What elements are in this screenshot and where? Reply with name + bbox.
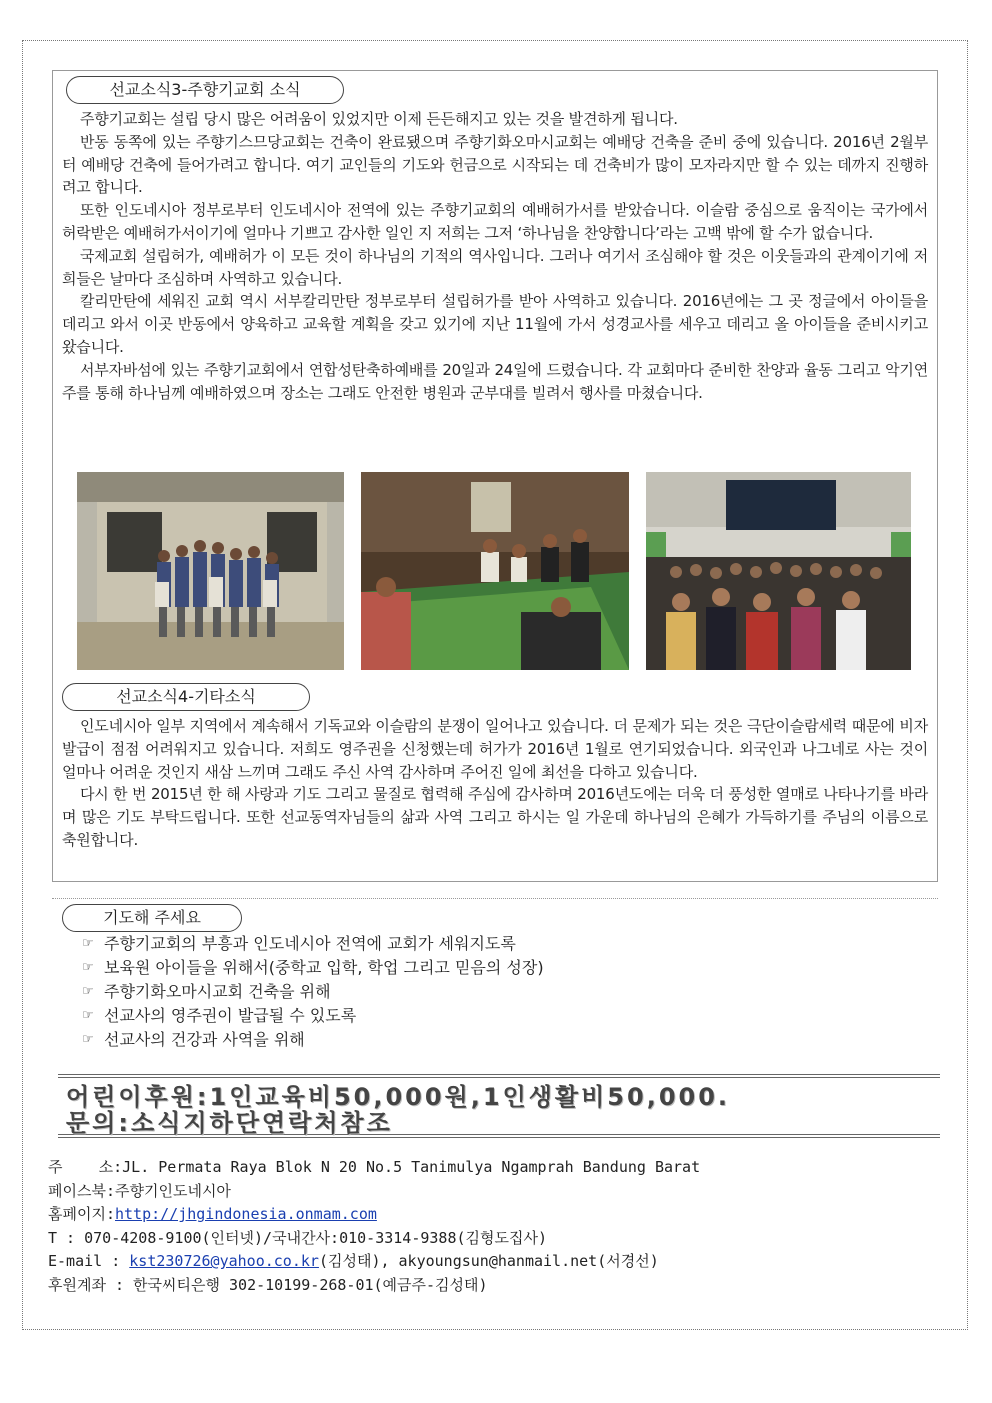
section3-paragraph: 반동 동쪽에 있는 주향기스므당교회는 건축이 완료됐으며 주향기화오마시교회는 예배당 건축을 준비 중에 있습니다. 2016년 2월부터 예배당 건축에 들어가려고 합니다. 여기 교인들의 기도와 헌금으로 시작되는 데 건축비가 많이 모자라지만 할 수 있는 데까지 진행하려고 합니다. (62, 132, 928, 197)
address-row (48, 1156, 700, 1180)
prayer-item-text: 선교사의 영주권이 발급될 수 있도록 (104, 1006, 357, 1025)
section3-paragraph: 칼리만탄에 세워진 교회 역시 서부칼리만탄 정부로부터 설립허가를 받아 사역하고 있습니다. 2016년에는 그 곳 정글에서 아이들을 데리고 와서 이곳 반동에서 양육하고 교육할 계획을 갖고 있기에 지난 11월에 가서 성경교사를 세우고 데리고 올 아이들을 준비시키고 왔습니다. (62, 292, 928, 356)
section3-paragraph: 또한 인도네시아 정부로부터 인도네시아 전역에 있는 주향기교회의 예배허가서를 받았습니다. 이슬람 중심으로 움직이는 국가에서 허락받은 예배허가서이기에 얼마나 기쁘고 감사한 일인 지 저희는 그저 ‘하나님을 찬양합니다’라는 고백 밖에 할 수가 없습니다. (62, 201, 928, 242)
pointing-hand-icon: ☞ (82, 936, 94, 951)
account-row: 후원계좌 : 한국씨티은행 302-10199-268-01(예금주-김성태) (48, 1275, 488, 1294)
photo-children (77, 472, 344, 670)
address-label: 주 소: (48, 1158, 123, 1176)
photo-christmas-service (646, 472, 911, 670)
pointing-hand-icon: ☞ (82, 960, 94, 975)
pointing-hand-icon: ☞ (82, 1008, 94, 1023)
contact-info (48, 1156, 700, 1297)
prayer-item-text: 주향기교회의 부흥과 인도네시아 전역에 교회가 세워지도록 (104, 934, 516, 953)
email-label: E-mail : (48, 1252, 130, 1270)
sponsorship-banner (58, 1074, 940, 1138)
section3-paragraph: 주향기교회는 설립 당시 많은 어려움이 있었지만 이제 든든해지고 있는 것을 발견하게 됩니다. (80, 110, 678, 128)
homepage-link[interactable]: http://jhgindonesia.onmam.com (115, 1205, 377, 1223)
facebook-row (48, 1180, 700, 1204)
section4-title: 선교소식4-기타소식 (62, 683, 310, 711)
section3-body (62, 108, 928, 404)
pointing-hand-icon: ☞ (82, 984, 94, 999)
section4-paragraph: 인도네시아 일부 지역에서 계속해서 기독교와 이슬람의 분쟁이 일어나고 있습니다. 더 문제가 되는 것은 극단이슬람세력 때문에 비자발급이 점점 어려워지고 있습니다. 저희도 영주권을 신청했는데 허가가 2016년 1월로 연기되었습니다. 외국인과 나그네로 사는 것이 얼마나 어려운 것인지 새삼 느끼며 그래도 주신 사역 감사하며 주어진 일에 최선을 다하고 있습니다. (62, 717, 928, 781)
pointing-hand-icon: ☞ (82, 1032, 94, 1047)
email-link[interactable]: kst230726@yahoo.co.kr (129, 1252, 319, 1270)
email-row (48, 1250, 700, 1274)
banner-line-2: 문의:소식지하단연락처참조 (66, 1109, 393, 1137)
address-value: JL. Permata Raya Blok N 20 No.5 Tanimulya Ngamprah Bandung Barat (122, 1158, 701, 1176)
prayer-title: 기도해 주세요 (62, 904, 242, 932)
section3-paragraph: 국제교회 설립허가, 예배허가 이 모든 것이 하나님의 기적의 역사입니다. 그러나 여기서 조심해야 할 것은 이웃들과의 관계이기에 저희들은 날마다 조심하며 사역하고 있습니다. (62, 246, 928, 288)
prayer-item (82, 932, 544, 956)
section-divider (52, 898, 938, 899)
prayer-item (82, 980, 544, 1004)
homepage-row (48, 1203, 700, 1227)
prayer-item-text: 보육원 아이들을 위해서(중학교 입학, 학업 그리고 믿음의 성장) (104, 958, 544, 977)
facebook-value: 주향기인도네시아 (115, 1181, 231, 1200)
prayer-item-text: 선교사의 건강과 사역을 위해 (104, 1030, 305, 1049)
facebook-label: 페이스북: (48, 1181, 115, 1200)
banner-line-1: 어린이후원:1인교육비50,000원,1인생활비50,000. (66, 1083, 731, 1111)
section3-title: 선교소식3-주향기교회 소식 (66, 76, 344, 104)
prayer-item (82, 956, 544, 980)
section4-paragraph: 다시 한 번 2015년 한 해 사랑과 기도 그리고 물질로 협력해 주심에 감사하며 2016년도에는 더욱 더 풍성한 열매로 나타나기를 바라며 많은 기도 부탁드립니다. 또한 선교동역자님들의 삶과 사역 그리고 하시는 일 가운데 하나님의 은혜가 가득하기를 주님의 이름으로 축원합니다. (62, 785, 928, 849)
prayer-item (82, 1028, 544, 1052)
phone-row: T : 070-4208-9100(인터넷)/국내간사:010-3314-9388(김형도집사) (48, 1228, 547, 1247)
homepage-label: 홈페이지: (48, 1205, 115, 1223)
prayer-list (82, 932, 544, 1052)
section3-paragraph: 서부자바섬에 있는 주향기교회에서 연합성탄축하예배를 20일과 24일에 드렸습니다. 각 교회마다 준비한 찬양과 율동 그리고 악기연주를 통해 하나님께 예배하였으며 장소는 그래도 안전한 병원과 군부대를 빌려서 행사를 마쳤습니다. (62, 360, 928, 402)
email-names: (김성태), akyoungsun@hanmail.net(서경선) (318, 1252, 659, 1270)
prayer-item-text: 주향기화오마시교회 건축을 위해 (104, 982, 331, 1001)
photo-meeting (361, 472, 629, 670)
section4-body (62, 715, 928, 852)
prayer-item (82, 1004, 544, 1028)
